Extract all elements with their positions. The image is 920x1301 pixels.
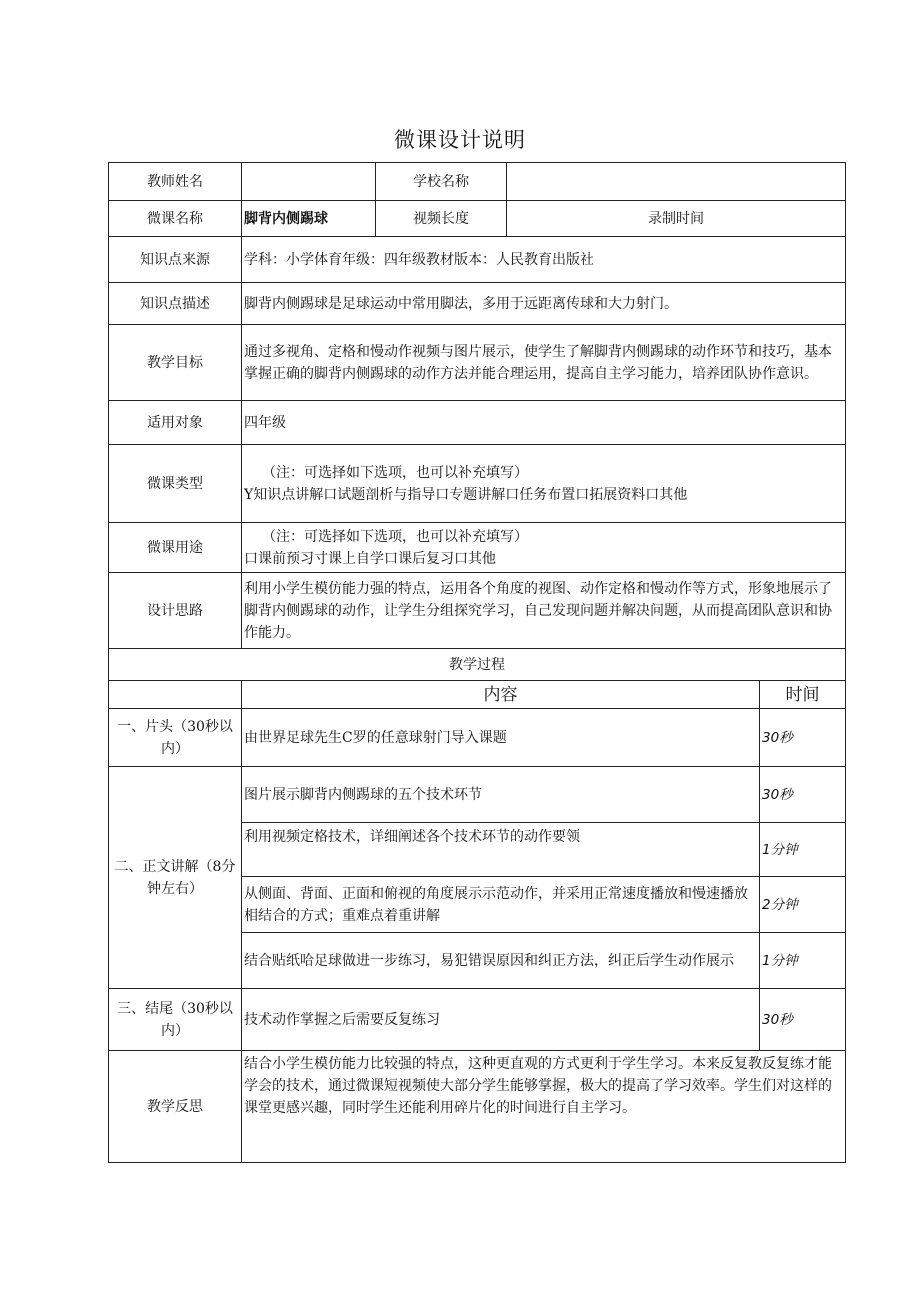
type-label: 微课类型 xyxy=(109,445,242,523)
table-row xyxy=(109,649,846,681)
teacher-name-value xyxy=(242,163,376,201)
stage1-content: 由世界足球先生C罗的任意球射门导入课题 xyxy=(242,709,760,767)
stage2-content: 从侧面、背面、正面和俯视的角度展示示范动作，并采用正常速度播放和慢速播放相结合的方式；重难点着重讲解 xyxy=(242,877,760,933)
audience-label: 适用对象 xyxy=(109,401,242,445)
stage3-label: 三、结尾（30秒以内） xyxy=(109,989,242,1051)
design-value: 利用小学生模仿能力强的特点，运用各个角度的视图、动作定格和慢动作等方式，形象地展示了脚背内侧踢球的动作，让学生分组探究学习，自己发现问题并解决问题，从而提高团队意识和协作能力。 xyxy=(242,573,846,649)
table-row xyxy=(109,401,846,445)
table-row xyxy=(109,989,846,1051)
process-header: 教学过程 xyxy=(109,649,846,681)
lesson-design-table xyxy=(108,162,846,1163)
reflection-value: 结合小学生模仿能力比较强的特点，这种更直观的方式更利于学生学习。本来反复教反复练才能学会的技术，通过微课短视频使大部分学生能够掌握，极大的提高了学习效率。学生们对这样的课堂更感兴趣，同时学生还能利用碎片化的时间进行自主学习。 xyxy=(242,1051,846,1163)
type-options: Y知识点讲解口试题剖析与指导口专题讲解口任务布置口拓展资料口其他 xyxy=(244,486,688,503)
page-title: 微课设计说明 xyxy=(394,128,526,152)
design-label: 设计思路 xyxy=(109,573,242,649)
source-value: 学科：小学体育年级：四年级教材版本：人民教育出版社 xyxy=(242,237,846,283)
description-label: 知识点描述 xyxy=(109,283,242,325)
stage2-content: 结合贴纸哈足球做进一步练习，易犯错误原因和纠正方法，纠正后学生动作展示 xyxy=(242,933,760,989)
type-note: （注：可选择如下选项，也可以补充填写） xyxy=(262,464,528,481)
stage3-time: 30秒 xyxy=(760,989,846,1051)
table-row xyxy=(109,201,846,237)
course-name-label: 微课名称 xyxy=(109,201,242,237)
goal-label: 教学目标 xyxy=(109,325,242,401)
audience-value: 四年级 xyxy=(242,401,846,445)
use-label: 微课用途 xyxy=(109,523,242,573)
stage2-time: 1分钟 xyxy=(760,933,846,989)
stage1-label: 一、片头（30秒以内） xyxy=(109,709,242,767)
stage2-time: 1分钟 xyxy=(760,823,846,877)
table-row xyxy=(109,237,846,283)
table-row xyxy=(109,767,846,823)
table-row xyxy=(109,573,846,649)
source-label: 知识点来源 xyxy=(109,237,242,283)
table-row xyxy=(109,445,846,523)
stage2-label: 二、正文讲解（8分钟左右） xyxy=(109,767,242,989)
course-name-value: 脚背内侧踢球 xyxy=(242,201,376,237)
stage2-time: 30秒 xyxy=(760,767,846,823)
use-cell xyxy=(242,523,846,573)
type-cell xyxy=(242,445,846,523)
stage3-content: 技术动作掌握之后需要反复练习 xyxy=(242,989,760,1051)
table-row xyxy=(109,283,846,325)
reflection-label: 教学反思 xyxy=(109,1051,242,1163)
content-header: 内容 xyxy=(242,681,760,709)
video-length-label: 视频长度 xyxy=(376,201,507,237)
table-row xyxy=(109,523,846,573)
stage2-time: 2分钟 xyxy=(760,877,846,933)
stage1-time: 30秒 xyxy=(760,709,846,767)
description-value: 脚背内侧踢球是足球运动中常用脚法，多用于远距离传球和大力射门。 xyxy=(242,283,846,325)
use-note: （注：可选择如下选项，也可以补充填写） xyxy=(262,528,528,545)
table-row xyxy=(109,709,846,767)
table-row xyxy=(109,681,846,709)
teacher-name-label: 教师姓名 xyxy=(109,163,242,201)
record-time-label: 录制时间 xyxy=(507,201,846,237)
school-name-value xyxy=(507,163,846,201)
table-row xyxy=(109,1051,846,1163)
goal-value: 通过多视角、定格和慢动作视频与图片展示，使学生了解脚背内侧踢球的动作环节和技巧，基本掌握正确的脚背内侧踢球的动作方法并能合理运用，提高自主学习能力，培养团队协作意识。 xyxy=(242,325,846,401)
use-options: 口课前预习寸课上自学口课后复习口其他 xyxy=(244,550,496,567)
stage2-content: 利用视频定格技术，详细阐述各个技术环节的动作要领 xyxy=(242,823,760,877)
table-row xyxy=(109,325,846,401)
process-blank-cell xyxy=(109,681,242,709)
time-header: 时间 xyxy=(760,681,846,709)
school-name-label: 学校名称 xyxy=(376,163,507,201)
stage2-content: 图片展示脚背内侧踢球的五个技术环节 xyxy=(242,767,760,823)
table-row xyxy=(109,163,846,201)
